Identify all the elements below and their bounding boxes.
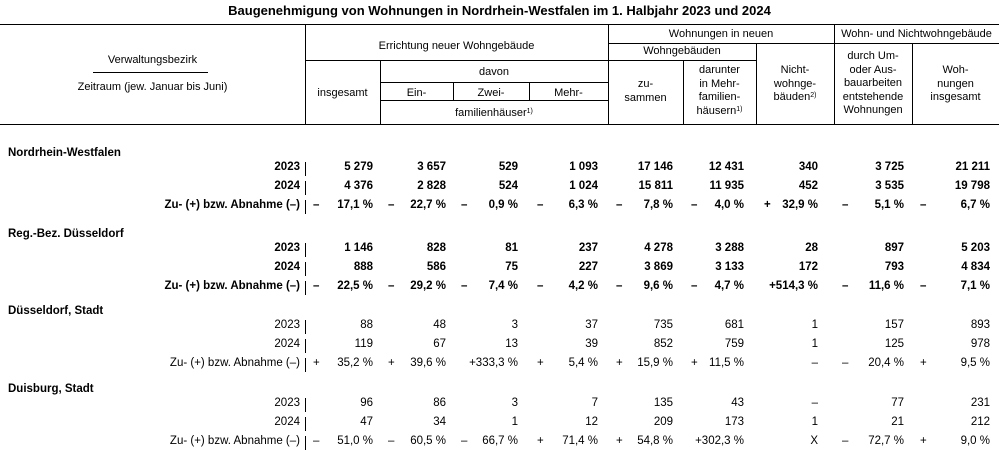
header-zwei: Zwei- — [477, 87, 505, 99]
row-label: 2024 — [274, 180, 300, 192]
table-cell: 3 133 — [715, 261, 744, 273]
table-cell: 524 — [498, 180, 518, 192]
row-divider — [305, 243, 306, 257]
row-label: 2024 — [274, 338, 300, 350]
table-cell: 19 798 — [954, 180, 990, 192]
table-cell: 4 278 — [644, 242, 673, 254]
table-cell: 3 — [511, 319, 518, 331]
table-cell: 3 725 — [875, 161, 904, 173]
row-divider — [305, 320, 306, 334]
header-bezirk-rule — [93, 72, 208, 73]
change-value: 29,2 % — [410, 280, 446, 292]
table-cell: 4 376 — [344, 180, 373, 192]
change-sign: + — [616, 435, 623, 447]
table-cell: 1 024 — [569, 180, 598, 192]
change-sign: + — [920, 357, 927, 369]
change-value: 5,1 % — [874, 199, 904, 211]
change-value: 71,4 % — [562, 435, 598, 447]
table-cell: 3 — [511, 397, 518, 409]
row-divider — [305, 358, 306, 372]
table-cell: 34 — [433, 416, 446, 428]
header-errichtung: Errichtung neuer Wohngebäude — [378, 40, 535, 52]
change-value: 39,6 % — [410, 357, 446, 369]
change-value: 9,6 % — [643, 280, 673, 292]
table-cell: 173 — [724, 416, 744, 428]
header-rule — [380, 100, 608, 101]
change-value: +514,3 % — [769, 280, 818, 292]
change-sign: – — [842, 199, 849, 211]
table-cell: 67 — [433, 338, 446, 350]
change-sign: – — [616, 280, 623, 292]
row-label: 2023 — [274, 161, 300, 173]
change-sign: – — [313, 435, 320, 447]
header-bottom-rule — [0, 124, 999, 125]
change-sign: + — [537, 435, 544, 447]
table-cell: 3 535 — [875, 180, 904, 192]
table-cell: 3 869 — [644, 261, 673, 273]
change-value: 60,5 % — [410, 435, 446, 447]
change-sign: – — [616, 199, 623, 211]
row-divider — [305, 181, 306, 195]
change-value: 5,4 % — [568, 357, 598, 369]
table-cell: 212 — [970, 416, 990, 428]
header-umbau: durch Um- oder Aus- bauarbeiten entstehende Wohnungen — [842, 50, 904, 116]
table-cell: 7 — [591, 397, 598, 409]
table-cell: 88 — [360, 319, 373, 331]
change-value: +302,3 % — [695, 435, 744, 447]
header-rule — [380, 82, 608, 83]
table-cell: 5 203 — [961, 242, 990, 254]
change-value: 20,4 % — [868, 357, 904, 369]
table-cell: 1 093 — [569, 161, 598, 173]
table-cell: 1 — [811, 319, 818, 331]
table-cell: 28 — [805, 242, 818, 254]
change-sign: – — [388, 199, 395, 211]
row-label: Zu- (+) bzw. Abnahme (–) — [169, 357, 300, 369]
table-cell: 529 — [498, 161, 518, 173]
change-sign: – — [842, 357, 849, 369]
change-sign: – — [461, 435, 468, 447]
table-cell: 17 146 — [637, 161, 673, 173]
table-cell: 13 — [505, 338, 518, 350]
table-cell: 828 — [426, 242, 446, 254]
change-value: 22,5 % — [337, 280, 373, 292]
change-sign: + — [537, 357, 544, 369]
change-sign: – — [920, 199, 927, 211]
header-wohnungen-insgesamt: Woh- nungen insgesamt — [930, 64, 981, 103]
change-sign: + — [616, 357, 623, 369]
change-sign: – — [537, 280, 544, 292]
header-wohngebaeuden: Wohngebäuden — [643, 45, 721, 57]
table-cell: 1 146 — [344, 242, 373, 254]
table-cell: 209 — [653, 416, 673, 428]
change-value: – — [811, 357, 818, 369]
table-cell: 2 828 — [417, 180, 446, 192]
table-cell: 5 279 — [344, 161, 373, 173]
change-sign: – — [691, 199, 698, 211]
row-label: 2023 — [274, 242, 300, 254]
change-value: X — [810, 435, 818, 447]
change-value: 35,2 % — [337, 357, 373, 369]
row-label: Zu- (+) bzw. Abnahme (–) — [169, 435, 300, 447]
change-sign: + — [388, 357, 395, 369]
change-value: 4,0 % — [714, 199, 744, 211]
table-cell: 157 — [884, 319, 904, 331]
row-divider — [305, 281, 306, 295]
table-cell: 119 — [354, 338, 373, 350]
table-cell: 897 — [884, 242, 904, 254]
table-cell: 12 — [585, 416, 598, 428]
table-cell: 172 — [798, 261, 818, 273]
change-value: 51,0 % — [337, 435, 373, 447]
row-divider — [305, 339, 306, 353]
table-cell: 75 — [505, 261, 518, 273]
table-cell: 12 431 — [708, 161, 744, 173]
change-sign: – — [461, 199, 468, 211]
table-cell: 1 — [811, 338, 818, 350]
change-value: 9,5 % — [960, 357, 990, 369]
header-zeitraum: Zeitraum (jew. Januar bis Juni) — [77, 81, 228, 93]
header-wohn-nichtwohn: Wohn- und Nichtwohngebäude — [841, 28, 992, 40]
table-cell: 21 — [891, 416, 904, 428]
table-cell: 888 — [353, 261, 373, 273]
table-title: Baugenehmigung von Wohnungen in Nordrhein-Westfalen im 1. Halbjahr 2023 und 2024 — [228, 3, 771, 18]
table-cell: 586 — [426, 261, 446, 273]
table-cell: 231 — [970, 397, 990, 409]
row-divider — [305, 262, 306, 276]
change-value: 0,9 % — [488, 199, 518, 211]
row-divider — [305, 417, 306, 431]
table-cell: 96 — [360, 397, 373, 409]
row-divider — [305, 436, 306, 450]
table-cell: 227 — [578, 261, 598, 273]
table-cell: 47 — [360, 416, 373, 428]
row-label: Zu- (+) bzw. Abnahme (–) — [164, 199, 300, 211]
table-cell: 39 — [585, 338, 598, 350]
section-heading: Duisburg, Stadt — [8, 383, 94, 395]
table-cell: 15 811 — [638, 180, 673, 192]
change-value: 7,4 % — [488, 280, 518, 292]
table-cell: 4 834 — [961, 261, 990, 273]
table-cell: 852 — [653, 338, 673, 350]
table-cell: 3 288 — [715, 242, 744, 254]
change-value: 4,7 % — [714, 280, 744, 292]
table-cell: 135 — [653, 397, 673, 409]
change-value: 7,8 % — [643, 199, 673, 211]
table-cell: 1 — [811, 416, 818, 428]
change-sign: + — [920, 435, 927, 447]
change-sign: – — [842, 280, 849, 292]
table-cell: 43 — [731, 397, 744, 409]
header-ein: Ein- — [406, 87, 427, 99]
table-cell: 77 — [891, 397, 904, 409]
table-cell: 21 211 — [955, 161, 990, 173]
header-bezirk: Verwaltungsbezirk — [107, 54, 198, 66]
header-familienhaeuser: familienhäuser$^{1)}$ — [455, 107, 533, 119]
change-value: 9,0 % — [960, 435, 990, 447]
table-cell: 793 — [884, 261, 904, 273]
change-value: 4,2 % — [568, 280, 598, 292]
header-zusammen: zu- sammen — [624, 78, 667, 104]
table-cell: 125 — [884, 338, 904, 350]
section-heading: Reg.-Bez. Düsseldorf — [8, 228, 124, 240]
header-insgesamt: insgesamt — [317, 87, 368, 99]
header-rule — [305, 60, 608, 61]
table-cell: 11 935 — [709, 180, 744, 192]
row-label: 2023 — [274, 319, 300, 331]
table-cell: 86 — [433, 397, 446, 409]
row-divider — [305, 162, 306, 176]
row-label: 2024 — [274, 416, 300, 428]
header-darunter: darunter in Mehr- familien- häusern$^{1)}$ — [696, 64, 743, 117]
change-sign: + — [691, 357, 698, 369]
section-heading: Düsseldorf, Stadt — [8, 305, 104, 317]
change-sign: – — [388, 280, 395, 292]
change-sign: + — [764, 199, 771, 211]
table-cell: 681 — [724, 319, 744, 331]
change-value: 6,3 % — [568, 199, 598, 211]
row-divider — [305, 398, 306, 412]
change-sign: – — [537, 199, 544, 211]
change-value: 6,7 % — [960, 199, 990, 211]
table-cell: 759 — [724, 338, 744, 350]
change-value: 72,7 % — [868, 435, 904, 447]
header-rule — [608, 43, 999, 44]
change-value: 11,5 % — [709, 357, 744, 369]
header-rule — [683, 60, 756, 61]
change-sign: + — [313, 357, 320, 369]
change-value: 32,9 % — [782, 199, 818, 211]
header-mehr: Mehr- — [554, 87, 583, 99]
change-sign: – — [691, 280, 698, 292]
row-label: 2024 — [274, 261, 300, 273]
row-label: 2023 — [274, 397, 300, 409]
change-value: 15,9 % — [637, 357, 673, 369]
table-cell: 340 — [798, 161, 818, 173]
table-cell: 3 657 — [417, 161, 446, 173]
change-value: 22,7 % — [410, 199, 446, 211]
section-heading: Nordrhein-Westfalen — [8, 147, 121, 159]
header-nichtwohngebaeude: Nicht- wohnge- bäuden$^{2)}$ — [773, 64, 817, 103]
change-sign: – — [920, 280, 927, 292]
change-sign: – — [842, 435, 849, 447]
table-cell: 1 — [511, 416, 518, 428]
change-sign: – — [388, 435, 395, 447]
header-wohnungen-in-neuen: Wohnungen in neuen — [668, 28, 774, 40]
table-cell: 37 — [585, 319, 598, 331]
table-cell: 735 — [653, 319, 673, 331]
change-value: 7,1 % — [960, 280, 990, 292]
change-sign: – — [461, 280, 468, 292]
row-label: Zu- (+) bzw. Abnahme (–) — [164, 280, 300, 292]
header-top-rule — [0, 24, 999, 25]
change-value: 66,7 % — [482, 435, 518, 447]
table-cell: 893 — [970, 319, 990, 331]
change-value: 11,6 % — [868, 280, 904, 292]
header-davon: davon — [479, 66, 509, 78]
change-value: 17,1 % — [337, 199, 373, 211]
change-value: +333,3 % — [469, 357, 518, 369]
table-cell: 48 — [433, 319, 446, 331]
change-sign: – — [313, 199, 320, 211]
change-value: 54,8 % — [637, 435, 673, 447]
table-cell: 978 — [970, 338, 990, 350]
change-sign: – — [313, 280, 320, 292]
table-cell: – — [811, 397, 818, 409]
divider — [305, 24, 306, 124]
table-cell: 81 — [505, 242, 518, 254]
table-cell: 237 — [578, 242, 598, 254]
table-cell: 452 — [798, 180, 818, 192]
row-divider — [305, 200, 306, 214]
